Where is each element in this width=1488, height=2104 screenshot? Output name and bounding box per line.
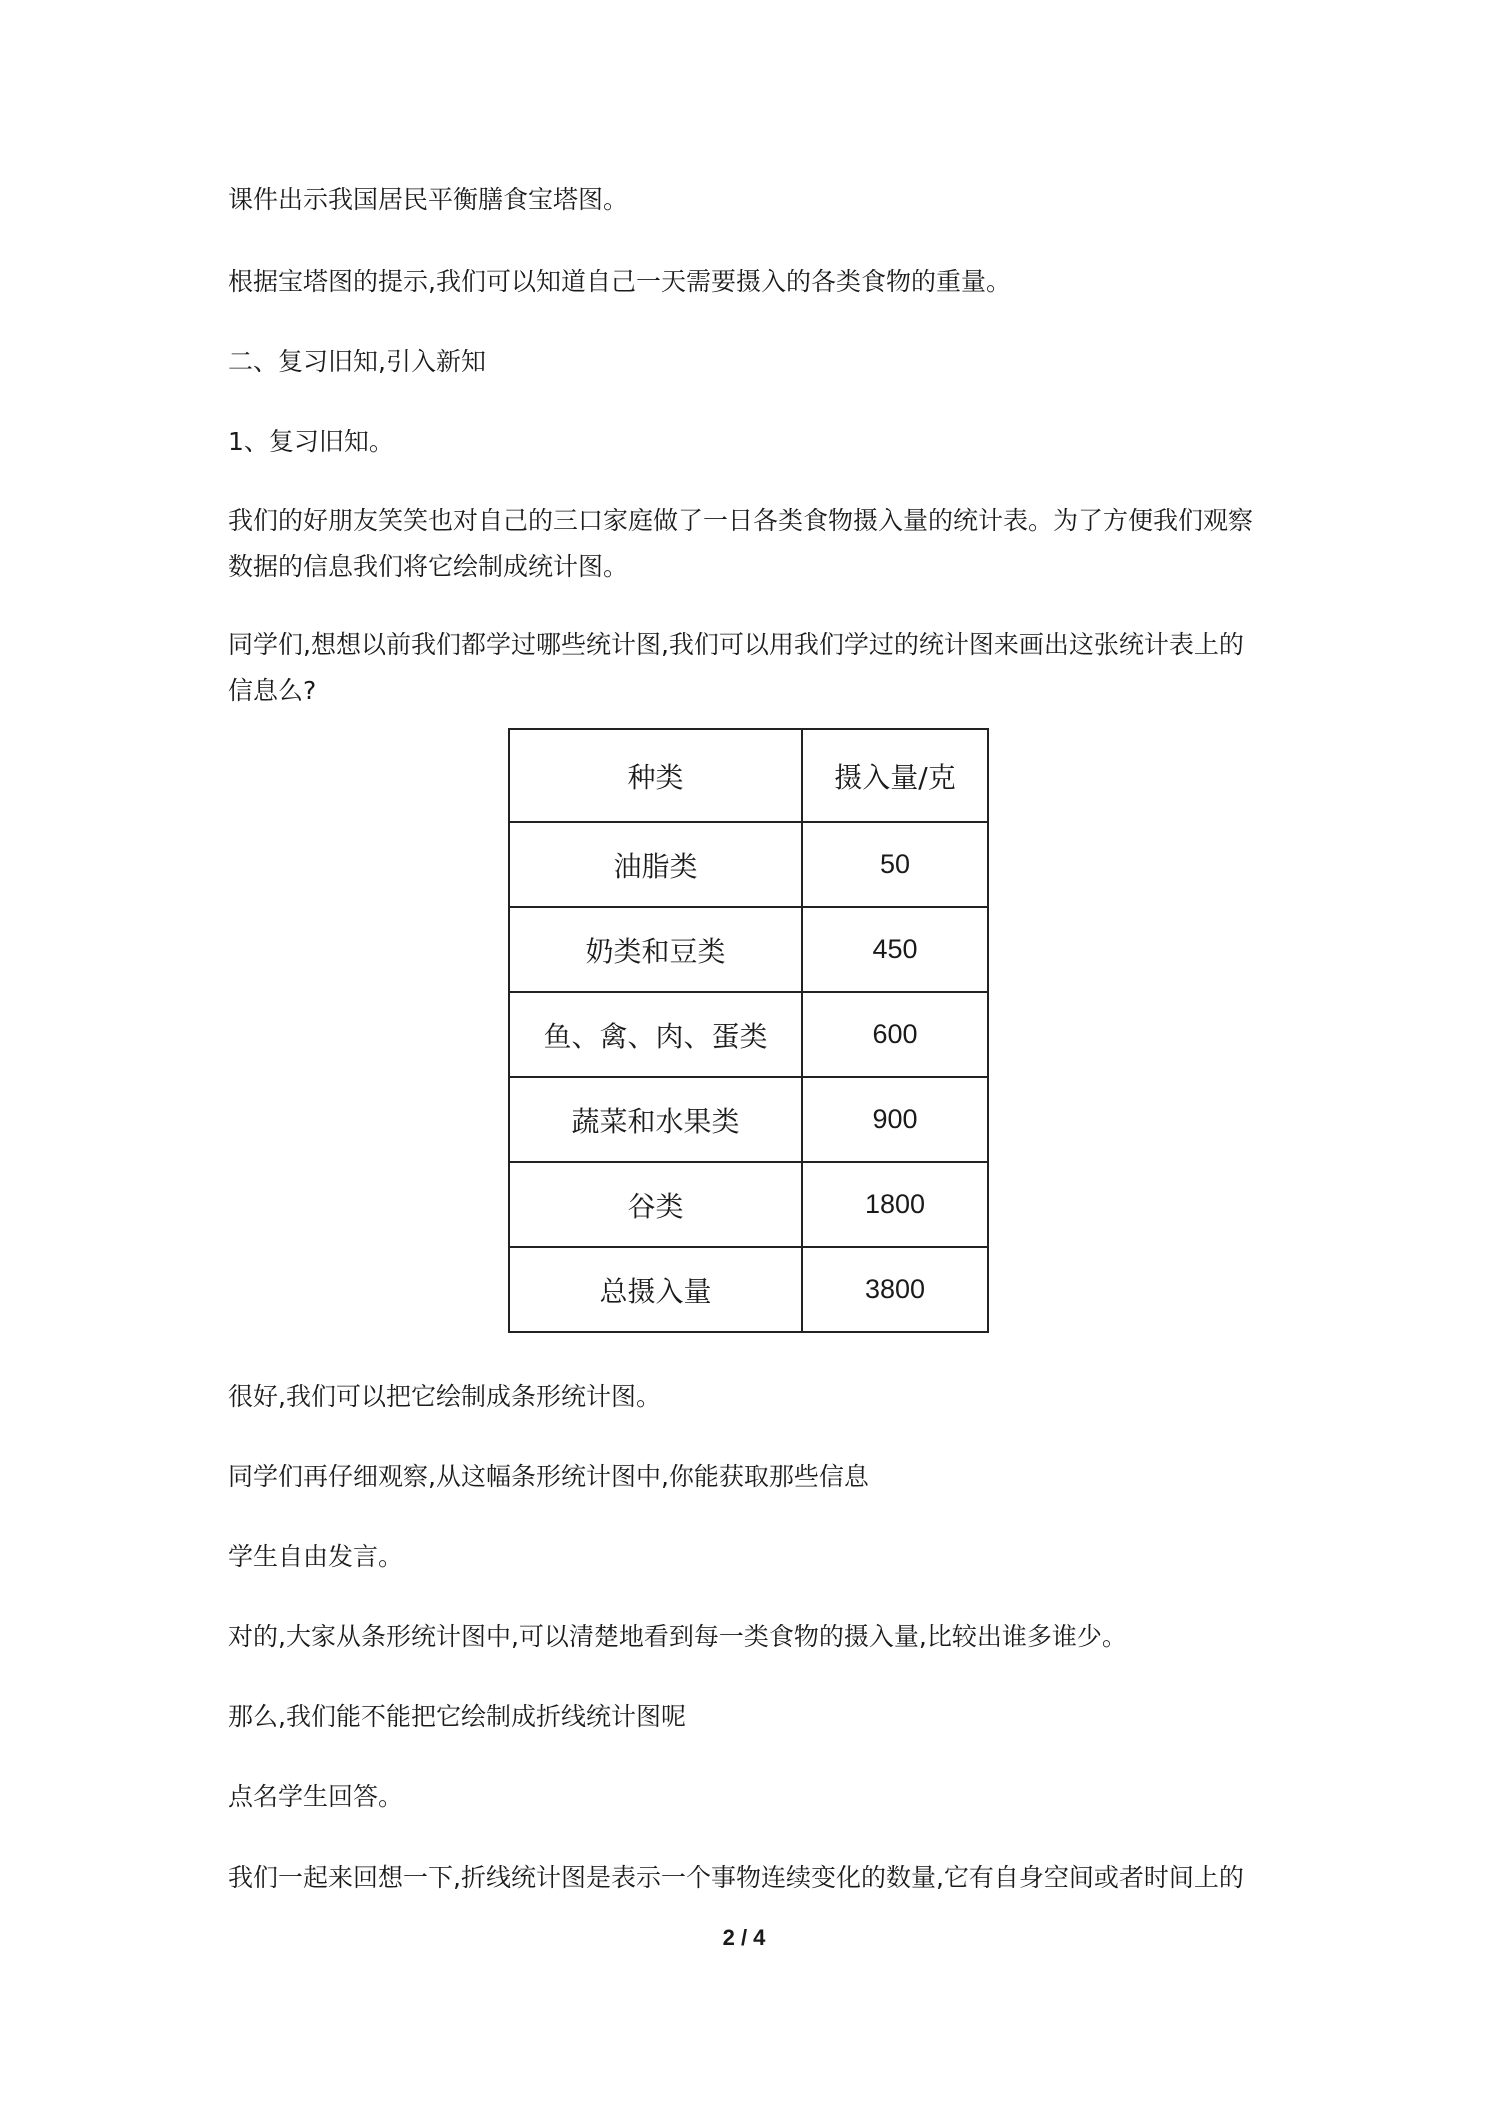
- page-number: 2 / 4: [722, 1925, 766, 1950]
- table-cell-category: 油脂类: [509, 822, 802, 907]
- table-row: [509, 1247, 988, 1332]
- paragraph: 对的,大家从条形统计图中,可以清楚地看到每一类食物的摄入量,比较出谁多谁少。: [228, 1622, 1127, 1651]
- table-row: [509, 1162, 988, 1247]
- table-cell-category: 谷类: [509, 1162, 802, 1247]
- paragraph: 同学们再仔细观察,从这幅条形统计图中,你能获取那些信息: [228, 1462, 869, 1491]
- table-row: [509, 1077, 988, 1162]
- table-cell-amount: 50: [802, 822, 988, 907]
- paragraph: 我们一起来回想一下,折线统计图是表示一个事物连续变化的数量,它有自身空间或者时间上的: [228, 1863, 1244, 1892]
- table-cell-amount: 450: [802, 907, 988, 992]
- table-row: [509, 822, 988, 907]
- subsection-heading: 1、复习旧知。: [228, 427, 394, 456]
- paragraph: 课件出示我国居民平衡膳食宝塔图。: [228, 185, 629, 214]
- paragraph: 那么,我们能不能把它绘制成折线统计图呢: [228, 1702, 686, 1731]
- table-cell-category: 总摄入量: [509, 1247, 802, 1332]
- paragraph: 根据宝塔图的提示,我们可以知道自己一天需要摄入的各类食物的重量。: [228, 267, 1011, 296]
- table-row: [509, 992, 988, 1077]
- table-cell-amount: 900: [802, 1077, 988, 1162]
- paragraph: 我们的好朋友笑笑也对自己的三口家庭做了一日各类食物摄入量的统计表。为了方便我们观察数据的信息我们将它绘制成统计图。: [228, 506, 1254, 581]
- table-row: [509, 907, 988, 992]
- food-intake-table: [508, 728, 989, 1333]
- table-cell-category: 奶类和豆类: [509, 907, 802, 992]
- table-header-amount: 摄入量/克: [802, 729, 988, 822]
- table-header-row: [509, 729, 988, 822]
- paragraph: 学生自由发言。: [228, 1542, 404, 1571]
- paragraph: 很好,我们可以把它绘制成条形统计图。: [228, 1382, 661, 1411]
- paragraph: 点名学生回答。: [228, 1782, 404, 1811]
- table-cell-category: 鱼、禽、肉、蛋类: [509, 992, 802, 1077]
- table-cell-amount: 3800: [802, 1247, 988, 1332]
- table-header-category: 种类: [509, 729, 802, 822]
- table-cell-amount: 600: [802, 992, 988, 1077]
- table-cell-amount: 1800: [802, 1162, 988, 1247]
- section-heading: 二、复习旧知,引入新知: [228, 347, 486, 376]
- table-cell-category: 蔬菜和水果类: [509, 1077, 802, 1162]
- paragraph: 同学们,想想以前我们都学过哪些统计图,我们可以用我们学过的统计图来画出这张统计表上的信息么?: [228, 630, 1244, 705]
